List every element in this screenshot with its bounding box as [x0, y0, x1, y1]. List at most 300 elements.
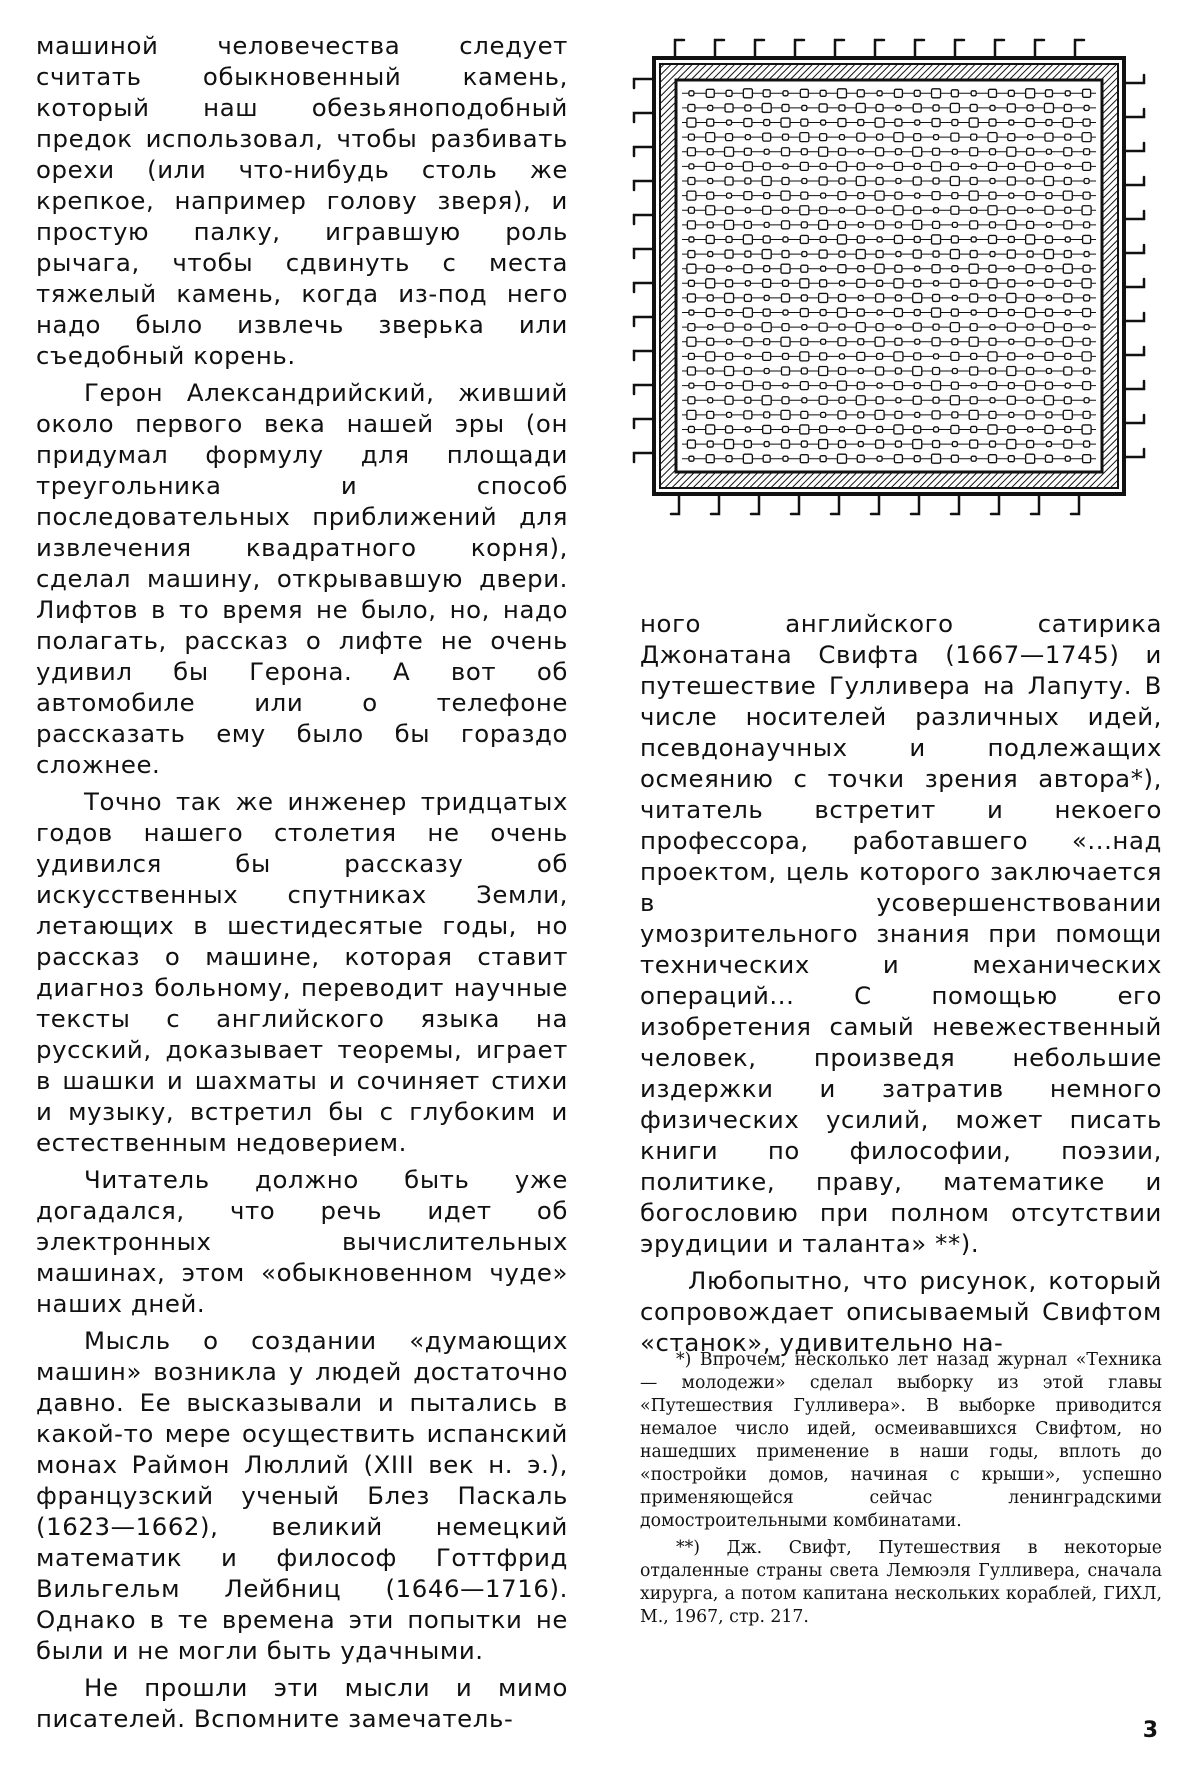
word-block	[800, 425, 809, 434]
word-block	[877, 310, 882, 315]
word-block	[1063, 410, 1072, 419]
word-block	[877, 383, 882, 388]
word-block	[725, 250, 733, 258]
word-block	[950, 177, 959, 186]
word-block	[1028, 135, 1033, 140]
word-block	[801, 149, 807, 155]
word-block	[819, 396, 827, 404]
word-block	[1083, 265, 1090, 272]
word-block	[763, 382, 770, 389]
word-block	[914, 207, 921, 214]
word-block	[726, 426, 733, 433]
word-block	[858, 295, 863, 300]
word-block	[915, 193, 920, 198]
word-block	[819, 367, 828, 376]
word-block	[1026, 338, 1034, 346]
word-block	[895, 149, 901, 155]
word-block	[781, 337, 790, 346]
word-block	[782, 397, 789, 404]
word-block	[725, 293, 734, 302]
crank-handle	[1124, 143, 1144, 151]
word-block	[858, 149, 863, 154]
word-block	[1009, 266, 1014, 271]
word-block	[820, 353, 827, 360]
word-block	[800, 133, 809, 142]
paragraph: Мысль о создании «думающих машин» возникла у людей достаточно давно. Ее высказывали и пытались в какой-то мере осуществить испанский монах Раймон Люллий (XIII век н. э.), французский ученый Блез Паскаль (1623—1662), великий немецкий математик и философ Готтфрид Вильгельм Лейбниц (1646—1716). Однако в те времена эти попытки не были и не могли быть удачными.	[36, 1326, 568, 1665]
word-block	[726, 456, 732, 462]
word-block	[971, 383, 976, 388]
word-block	[894, 279, 903, 288]
crank-handle	[634, 419, 654, 428]
word-block	[821, 193, 826, 198]
word-block	[1008, 426, 1015, 433]
word-block	[745, 105, 751, 111]
word-block	[1008, 163, 1014, 169]
crank-handle	[634, 181, 654, 190]
word-block	[895, 368, 901, 374]
word-block	[688, 104, 695, 111]
crank-handle	[1124, 313, 1144, 321]
word-block	[952, 266, 958, 272]
word-block	[1027, 251, 1033, 257]
word-block	[821, 266, 826, 271]
word-block	[1084, 368, 1090, 374]
word-block	[764, 442, 769, 447]
word-block	[706, 382, 714, 390]
crank-handle	[634, 249, 654, 258]
word-block	[1027, 294, 1034, 301]
word-block	[876, 397, 883, 404]
word-block	[839, 354, 844, 359]
word-block	[725, 177, 733, 185]
word-block	[1007, 177, 1015, 185]
word-block	[838, 294, 845, 301]
word-block	[1064, 440, 1072, 448]
word-block	[764, 266, 770, 272]
word-block	[743, 89, 752, 98]
word-block	[783, 456, 788, 461]
word-block	[782, 367, 790, 375]
word-block	[970, 440, 978, 448]
word-block	[933, 221, 940, 228]
word-block	[688, 426, 694, 432]
word-block	[1046, 339, 1052, 345]
word-block	[744, 338, 752, 346]
crank-handle	[1124, 279, 1144, 287]
word-block	[970, 221, 978, 229]
word-block	[894, 133, 903, 142]
word-block	[819, 147, 828, 156]
word-block	[726, 163, 732, 169]
word-block	[783, 91, 788, 96]
word-block	[951, 163, 958, 170]
word-block	[706, 89, 714, 97]
word-block	[856, 396, 865, 405]
word-block	[743, 454, 752, 463]
word-block	[1026, 89, 1035, 98]
crank-handle	[711, 494, 719, 514]
word-block	[801, 368, 807, 374]
top-crank-handles	[675, 40, 1084, 58]
word-block	[727, 120, 732, 125]
word-block	[895, 222, 901, 228]
crank-handle	[995, 40, 1004, 58]
word-block	[687, 367, 695, 375]
word-block	[763, 206, 771, 214]
word-block	[1083, 455, 1091, 463]
word-block	[895, 119, 902, 126]
word-block	[969, 191, 978, 200]
word-block	[857, 279, 865, 287]
word-block	[1064, 397, 1071, 404]
word-block	[971, 91, 976, 96]
word-block	[745, 135, 750, 140]
word-block	[951, 236, 958, 243]
word-block	[989, 411, 996, 418]
word-block	[951, 279, 959, 287]
footnotes	[640, 1349, 1162, 1629]
word-block	[988, 352, 997, 361]
word-block	[914, 280, 921, 287]
word-block	[896, 179, 901, 184]
crank-handle	[634, 351, 654, 360]
word-block	[1028, 427, 1033, 432]
paragraph: Герон Александрийский, живший около первого века нашей эры (он придумал формулу для площади треугольника и способ последовательных приближений для извлечения квадратного корня), сделал машину, открывавшую двери. Лифтов в то время не было, но, надо полагать, рассказ о лифте не очень удивил бы Герона. А вот об автомобиле или о телефоне рассказать ему было бы гораздо сложнее.	[36, 378, 568, 779]
word-block	[914, 134, 921, 141]
word-block	[857, 163, 864, 170]
word-block	[687, 337, 696, 346]
word-block	[802, 179, 807, 184]
word-block	[1046, 266, 1052, 272]
word-block	[1045, 352, 1053, 360]
word-block	[951, 382, 958, 389]
word-block	[990, 295, 996, 301]
word-block	[913, 250, 921, 258]
word-block	[932, 308, 941, 317]
word-block	[1063, 264, 1072, 273]
word-block	[914, 310, 920, 316]
word-block	[838, 221, 845, 228]
word-block	[821, 339, 826, 344]
word-block	[1026, 454, 1035, 463]
word-block	[800, 455, 808, 463]
word-block	[952, 295, 957, 300]
word-block	[989, 235, 997, 243]
word-block	[726, 236, 732, 242]
word-block	[990, 368, 996, 374]
word-block	[1007, 396, 1015, 404]
word-block	[762, 103, 771, 112]
word-block	[875, 118, 884, 127]
word-block	[894, 162, 902, 170]
word-block	[877, 280, 883, 286]
word-block	[990, 149, 996, 155]
word-block	[820, 383, 826, 389]
word-block	[782, 440, 790, 448]
word-block	[913, 323, 921, 331]
word-block	[970, 294, 978, 302]
word-block	[894, 382, 902, 390]
word-block	[1045, 133, 1053, 141]
word-block	[877, 353, 883, 359]
word-block	[1008, 236, 1014, 242]
word-block	[837, 162, 846, 171]
word-block	[726, 280, 733, 287]
word-block	[1026, 265, 1034, 273]
word-block	[1084, 398, 1089, 403]
word-block	[763, 425, 771, 433]
word-block	[801, 295, 807, 301]
word-block	[970, 251, 977, 258]
word-block	[1064, 324, 1071, 331]
word-block	[951, 90, 958, 97]
word-block	[762, 250, 771, 259]
word-block	[707, 368, 713, 374]
word-block	[1084, 441, 1090, 447]
word-block	[744, 441, 751, 448]
crank-handle	[715, 40, 724, 58]
word-block	[781, 264, 790, 273]
word-block	[727, 412, 732, 417]
word-block	[951, 455, 958, 462]
word-block	[726, 310, 732, 316]
word-block	[782, 221, 790, 229]
word-block	[990, 441, 996, 447]
word-block	[764, 369, 769, 374]
word-block	[875, 264, 884, 273]
word-block	[989, 455, 997, 463]
word-block	[725, 396, 733, 404]
crank-handle	[1124, 109, 1144, 117]
word-block	[744, 148, 751, 155]
word-block	[913, 147, 922, 156]
word-block	[744, 368, 751, 375]
word-block	[744, 411, 752, 419]
crank-handle	[634, 317, 654, 326]
word-block	[1083, 235, 1091, 243]
word-block	[764, 193, 770, 199]
word-block	[820, 280, 827, 287]
word-block	[1084, 295, 1090, 301]
word-block	[1065, 310, 1070, 315]
word-block	[708, 179, 713, 184]
word-block	[820, 134, 827, 141]
word-block	[783, 353, 789, 359]
word-block	[839, 427, 844, 432]
word-block	[951, 352, 959, 360]
word-block	[951, 425, 959, 433]
word-block	[988, 206, 997, 215]
word-block	[687, 118, 696, 127]
word-block	[896, 252, 901, 257]
word-block	[857, 133, 865, 141]
word-block	[1046, 120, 1052, 126]
word-block	[1082, 279, 1091, 288]
word-block	[969, 264, 978, 273]
word-block	[1083, 338, 1090, 345]
word-block	[687, 440, 695, 448]
word-block	[708, 398, 713, 403]
word-block	[1045, 309, 1052, 316]
word-block	[782, 178, 789, 185]
word-block	[689, 164, 694, 169]
word-block	[857, 455, 864, 462]
word-block	[913, 367, 922, 376]
word-block	[990, 222, 996, 228]
word-block	[800, 352, 809, 361]
word-block	[688, 134, 694, 140]
word-block	[838, 119, 846, 127]
crank-handle	[634, 79, 654, 88]
word-block	[688, 178, 695, 185]
word-block	[800, 162, 808, 170]
word-block	[763, 236, 770, 243]
word-block	[1083, 192, 1090, 199]
word-block	[726, 134, 733, 141]
word-block	[688, 353, 694, 359]
word-block	[971, 310, 976, 315]
word-block	[801, 222, 807, 228]
word-block	[1007, 293, 1016, 302]
word-block	[745, 354, 750, 359]
word-block	[876, 148, 884, 156]
word-block	[801, 119, 808, 126]
word-block	[819, 104, 827, 112]
word-block	[913, 440, 922, 449]
word-block	[913, 396, 921, 404]
word-block	[1063, 118, 1072, 127]
word-block	[952, 120, 958, 126]
word-block	[689, 237, 694, 242]
word-block	[1083, 119, 1090, 126]
word-block	[687, 148, 695, 156]
word-block	[876, 440, 884, 448]
crank-handle	[634, 453, 654, 462]
word-block	[839, 324, 845, 330]
word-block	[914, 426, 921, 433]
paragraph: Точно так же инженер тридцатых годов нашего столетия не очень удивился бы рассказу об искусственных спутниках Земли, летающих в шестидесятые годы, но рассказ о машине, которая ставит диагноз больному, переводит научные тексты с английского языка на русский, доказывает теоремы, играет в шашки и шахматы и сочиняет стихи и музыку, встретил бы с глубоким и естественным недоверием.	[36, 787, 568, 1157]
word-block	[781, 191, 790, 200]
word-block	[933, 441, 940, 448]
left-crank-handles	[634, 79, 654, 462]
word-block	[990, 252, 995, 257]
word-block	[970, 178, 977, 185]
word-block	[894, 206, 903, 215]
word-block	[877, 237, 882, 242]
word-block	[743, 235, 752, 244]
word-block	[820, 90, 826, 96]
word-block	[1064, 221, 1072, 229]
word-block	[876, 251, 883, 258]
word-block	[857, 236, 864, 243]
word-block	[743, 162, 752, 171]
word-block	[688, 397, 695, 404]
word-block	[856, 177, 865, 186]
word-block	[837, 89, 846, 98]
word-block	[707, 119, 714, 126]
word-block	[952, 193, 958, 199]
word-block	[989, 192, 996, 199]
word-block	[762, 323, 771, 332]
word-block	[858, 222, 863, 227]
crank-handle	[634, 283, 654, 292]
word-block	[876, 294, 884, 302]
word-block	[727, 193, 732, 198]
word-block	[934, 427, 939, 432]
word-block	[764, 412, 770, 418]
word-block	[837, 381, 846, 390]
word-block	[707, 441, 713, 447]
word-block	[800, 279, 809, 288]
word-block	[933, 148, 940, 155]
word-block	[839, 135, 844, 140]
word-block	[856, 250, 865, 259]
word-block	[1045, 455, 1052, 462]
word-block	[782, 104, 789, 111]
word-block	[969, 337, 978, 346]
word-block	[801, 441, 807, 447]
word-block	[839, 178, 845, 184]
word-block	[951, 206, 959, 214]
word-block	[970, 104, 977, 111]
word-block	[706, 206, 715, 215]
word-block	[933, 294, 940, 301]
word-block	[932, 235, 941, 244]
word-block	[913, 104, 921, 112]
word-block	[952, 339, 958, 345]
crank-handle	[634, 385, 654, 394]
word-block	[763, 309, 770, 316]
word-block	[782, 324, 789, 331]
word-block	[952, 149, 957, 154]
paragraph: ного английского сатирика Джонатана Свифта (1667—1745) и путешествие Гулливера на Лапуту. В числе носителей различных идей, псевдонаучных и подлежащих осмеянию с точки зрения автора*), читатель встретит и некоего профессора, работавшего «...над проектом, цель которого заключается в усовершенствовании умозрительного знания при помощи технических и механических операций... С помощью его изобретения самый невежественный человек, произведя небольшие издержки и затратив немного физических усилий, может писать книги по философии, поэзии, политике, праву, математике и богословию при полном отсутствии эрудиции и таланта» **).	[640, 609, 1162, 1258]
word-block	[970, 397, 977, 404]
word-block	[1083, 89, 1091, 97]
word-block	[1084, 105, 1089, 110]
word-block	[1065, 237, 1070, 242]
word-block	[800, 309, 808, 317]
crank-handle	[795, 40, 804, 58]
word-block	[1046, 412, 1052, 418]
word-block	[971, 237, 976, 242]
crank-handle	[791, 494, 799, 514]
word-block	[896, 105, 901, 110]
word-block	[801, 338, 808, 345]
word-block	[1046, 193, 1052, 199]
word-block	[1065, 353, 1071, 359]
word-block	[1008, 310, 1014, 316]
word-block	[990, 398, 995, 403]
word-block	[762, 396, 771, 405]
word-block	[802, 398, 807, 403]
word-block	[783, 310, 788, 315]
word-block	[1065, 91, 1070, 96]
crank-handle	[915, 40, 924, 58]
word-block	[1008, 353, 1015, 360]
word-block	[689, 383, 694, 388]
word-block	[819, 323, 827, 331]
word-block	[821, 120, 826, 125]
word-block	[1026, 162, 1035, 171]
crank-handle	[955, 40, 964, 58]
word-block	[952, 369, 957, 374]
word-block	[858, 193, 864, 199]
word-block	[1027, 324, 1033, 330]
word-block	[894, 425, 903, 434]
word-block	[875, 191, 884, 200]
word-block	[915, 266, 920, 271]
crank-handle	[755, 40, 764, 58]
